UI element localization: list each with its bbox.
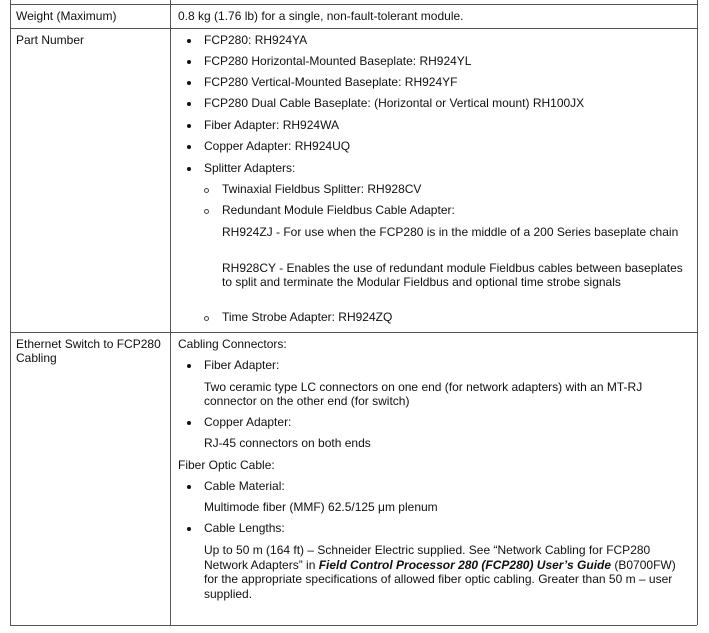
bullet: [187, 145, 191, 149]
list-item: Copper Adapter: RH924UQ: [204, 139, 351, 153]
row-divider: [10, 332, 697, 333]
row-divider: [10, 28, 697, 29]
list-item: Copper Adapter:: [204, 415, 292, 429]
column-divider: [10, 0, 11, 625]
bullet: [187, 81, 191, 85]
row-divider: [10, 625, 697, 626]
rh924zj-note: RH924ZJ - For use when the FCP280 is in the middle of a 200 Series baseplate chain: [222, 225, 679, 239]
list-item: Cable Material:: [204, 479, 285, 493]
part-number-label: Part Number: [16, 33, 85, 47]
bullet: [187, 102, 191, 106]
sub-bullet: [204, 209, 209, 214]
cable-lengths-text: Up to 50 m (164 ft) – Schneider Electric supplied. See “Network Cabling for FCP280 Network Adapters” in: [204, 543, 651, 572]
user-guide-title: Field Control Processor 280 (FCP280) User’s Guide: [318, 557, 612, 572]
bullet: [187, 39, 191, 43]
sub-bullet: [204, 188, 209, 193]
bullet: [187, 364, 191, 368]
rh928cy-note: RH928CY - Enables the use of redundant module Fieldbus cables between baseplates to split and terminate the Modular Fieldbus and optional time strobe signals: [222, 261, 683, 289]
list-item: Fiber Adapter: RH924WA: [204, 118, 339, 132]
row-divider: [10, 4, 697, 5]
copper-adapter-desc: RJ-45 connectors on both ends: [204, 436, 371, 450]
list-item: FCP280: RH924YA: [204, 33, 308, 47]
spec-table: [10, 0, 697, 625]
weight-value: 0.8 kg (1.76 lb) for a single, non-fault-tolerant module.: [178, 9, 464, 23]
cable-lengths-desc: [204, 543, 692, 601]
list-item: FCP280 Vertical-Mounted Baseplate: RH924YF: [204, 75, 458, 89]
cable-material-desc: Multimode fiber (MMF) 62.5/125 μm plenum: [204, 500, 438, 514]
column-divider: [170, 0, 171, 625]
cabling-connectors-heading: Cabling Connectors:: [178, 337, 287, 351]
list-item: FCP280 Dual Cable Baseplate: (Horizontal or Vertical mount) RH100JX: [204, 96, 585, 110]
bullet: [187, 60, 191, 64]
list-item: FCP280 Horizontal-Mounted Baseplate: RH924YL: [204, 54, 472, 68]
bullet: [187, 485, 191, 489]
list-item: Splitter Adapters:: [204, 161, 296, 175]
sub-list-item: Redundant Module Fieldbus Cable Adapter:: [222, 203, 455, 217]
bullet: [187, 124, 191, 128]
cable-lengths-text: (B0700FW) for the appropriate specifications of allowed fiber optic cabling. Greater than 50 m – user supplied.: [204, 557, 676, 601]
bullet: [187, 167, 191, 171]
fiber-adapter-desc: Two ceramic type LC connectors on one end (for network adapters) with an MT-RJ connector on the other end (for switch): [204, 380, 643, 408]
ethernet-label: Ethernet Switch to FCP280 Cabling: [16, 337, 161, 365]
list-item: Fiber Adapter:: [204, 358, 280, 372]
bullet: [187, 527, 191, 531]
sub-list-item: Twinaxial Fieldbus Splitter: RH928CV: [222, 182, 422, 196]
sub-bullet: [204, 316, 209, 321]
weight-label: Weight (Maximum): [16, 9, 117, 23]
bullet: [187, 421, 191, 425]
list-item: Cable Lengths:: [204, 521, 285, 535]
fiber-optic-cable-heading: Fiber Optic Cable:: [178, 458, 275, 472]
column-divider: [697, 0, 698, 625]
sub-list-item: Time Strobe Adapter: RH924ZQ: [222, 310, 393, 324]
